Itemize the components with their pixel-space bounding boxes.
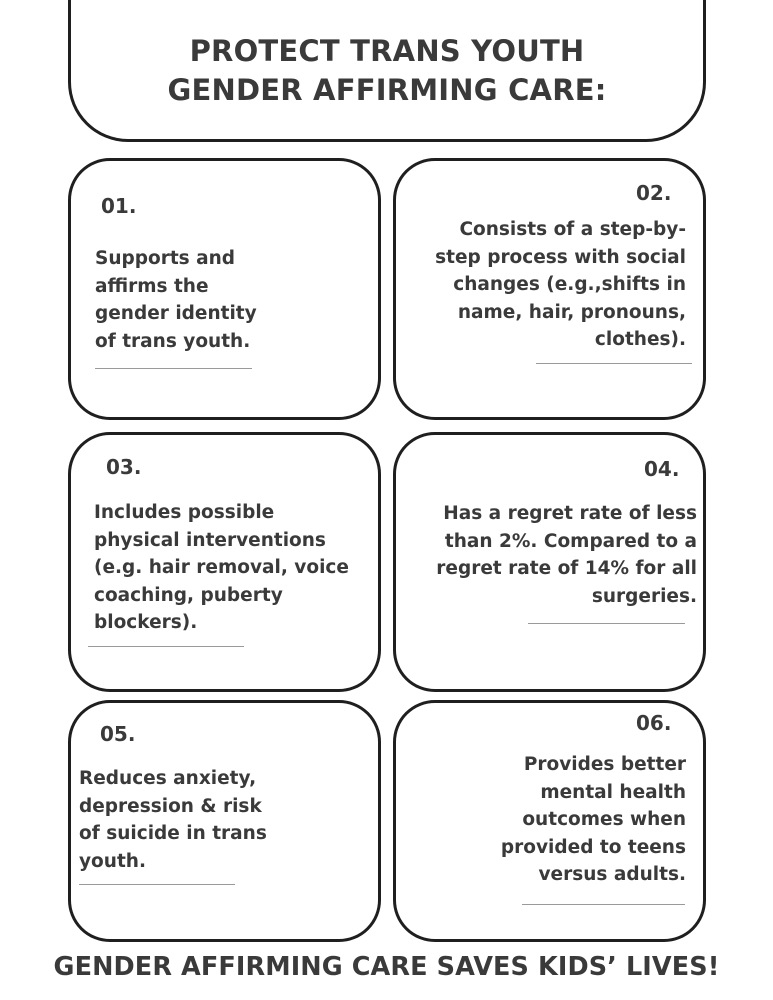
divider-line [522,904,685,905]
card-number: 03. [106,455,142,479]
title-line-2: GENDER AFFIRMING CARE: [167,73,607,107]
card-number: 04. [644,457,680,481]
card-number: 01. [101,194,137,218]
card-text: Provides better mental health outcomes when provided to teens versus adults. [500,754,686,885]
card-text: Has a regret rate of less than 2%. Compared to a regret rate of 14% for all surgeries. [436,503,697,607]
card-number: 06. [636,711,672,735]
title-line-1: PROTECT TRANS YOUTH [189,34,585,68]
card-text: Supports and affirms the gender identity of trans youth. [95,248,257,352]
divider-line [536,363,692,364]
page-title [68,32,706,110]
card-number: 02. [636,181,672,205]
divider-line [79,884,235,885]
footer-slogan: GENDER AFFIRMING CARE SAVES KIDS’ LIVES! [53,952,720,982]
divider-line [528,623,685,624]
card-text: Reduces anxiety, depression & risk of suicide in trans youth. [79,768,267,872]
card-text: Includes possible physical interventions (e.g. hair removal, voice coaching, puberty blockers). [94,502,349,633]
card-number: 05. [100,722,136,746]
divider-line [88,646,244,647]
card-text: Consists of a step-by-step process with social changes (e.g.,shifts in name, hair, pronouns, clothes). [435,219,686,350]
divider-line [95,368,252,369]
